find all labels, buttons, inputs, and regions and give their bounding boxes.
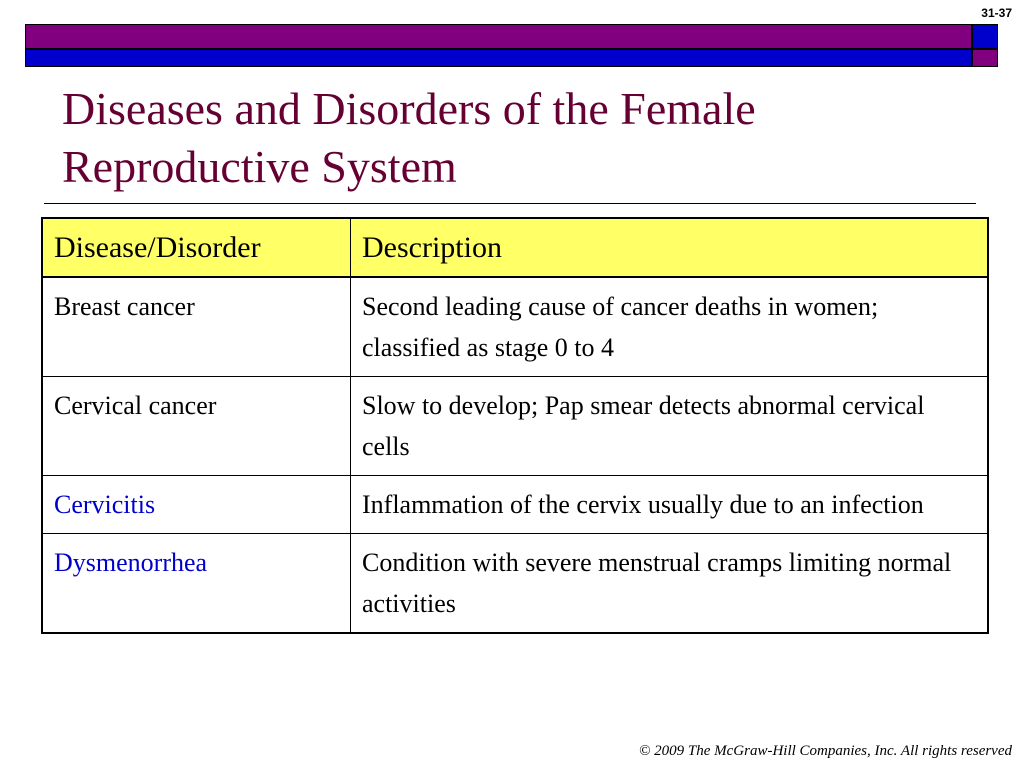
table-row — [42, 534, 988, 634]
table-row — [42, 377, 988, 476]
description-cell: Condition with severe menstrual cramps limiting normal activities — [351, 534, 989, 634]
title-divider — [44, 203, 976, 204]
header-disease-disorder: Disease/Disorder — [42, 218, 351, 277]
copyright-footer: © 2009 The McGraw-Hill Companies, Inc. All rights reserved — [638, 743, 1012, 759]
header-bar-blue — [25, 49, 972, 67]
header-square-purple — [972, 49, 998, 67]
table-header-row — [42, 218, 988, 277]
disease-link-cervicitis[interactable]: Cervicitis — [42, 476, 351, 534]
disease-table — [41, 217, 989, 634]
disease-link-dysmenorrhea[interactable]: Dysmenorrhea — [42, 534, 351, 634]
slide-title: Diseases and Disorders of the Female Reproductive System — [62, 83, 756, 192]
description-cell: Slow to develop; Pap smear detects abnormal cervical cells — [351, 377, 989, 476]
header-bar-purple — [25, 24, 972, 49]
slide-number: 31-37 — [981, 6, 1012, 20]
disease-cell: Breast cancer — [42, 277, 351, 377]
header-square-blue — [972, 24, 998, 49]
table-row — [42, 476, 988, 534]
disease-table-container — [41, 217, 989, 634]
description-cell: Inflammation of the cervix usually due to an infection — [351, 476, 989, 534]
description-cell: Second leading cause of cancer deaths in women; classified as stage 0 to 4 — [351, 277, 989, 377]
header-description: Description — [351, 218, 989, 277]
disease-cell: Cervical cancer — [42, 377, 351, 476]
table-row — [42, 277, 988, 377]
